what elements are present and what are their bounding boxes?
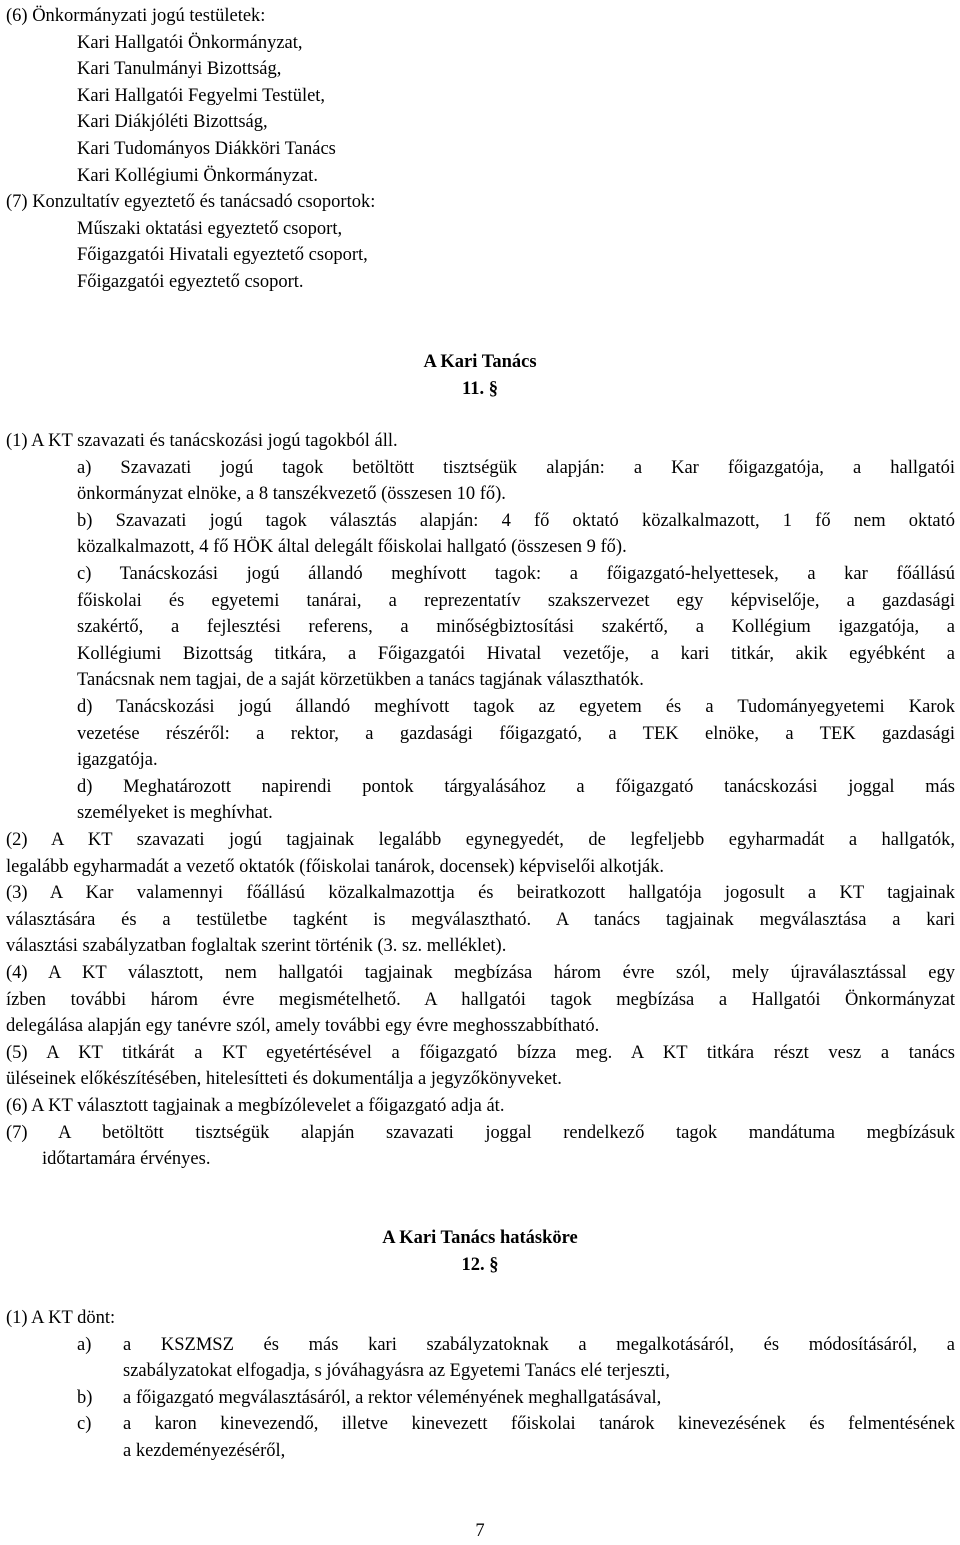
- text-line: (5) A KT titkárát a KT egyetértésével a főigazgató bízza meg. A KT titkára részt vesz a tanács: [6, 1042, 955, 1063]
- text-line: választási szabályzatban foglaltak szerint történik (3. sz. melléklet).: [6, 936, 507, 957]
- text-line: közalkalmazott, 4 fő HÖK által delegált főiskolai hallgató (összesen 9 fő).: [77, 537, 627, 558]
- text-line: a karon kinevezendő, illetve kinevezett főiskolai tanárok kinevezésének és felmentésének: [123, 1414, 955, 1435]
- s11-paragraph-7: [6, 1120, 955, 1147]
- text-line: (1) A KT szavazati és tanácskozási jogú tagokból áll.: [6, 431, 398, 451]
- list-7-items: [77, 216, 368, 296]
- s11-paragraph-4: [6, 960, 955, 1040]
- s12-item-c: [123, 1411, 955, 1464]
- text-line: (6) Önkormányzati jogú testületek:: [6, 6, 266, 26]
- s11-item-d2: [77, 774, 955, 827]
- text-line: üléseinek előkészítésében, hitelesítteti és dokumentálja a jegyzőkönyveket.: [6, 1069, 562, 1090]
- list-item: Főigazgatói egyeztető csoport.: [77, 271, 304, 292]
- s12-item-b-marker: [77, 1385, 92, 1412]
- text-line: szabályzatokat elfogadja, s jóváhagyásra az Egyetemi Tanács elé terjeszti,: [123, 1361, 670, 1382]
- list-item: Kari Tanulmányi Bizottság,: [77, 59, 282, 80]
- s11-paragraph-7-cont: [42, 1146, 210, 1173]
- s11-item-d1: [77, 694, 955, 774]
- text-line: a kezdeményezéséről,: [123, 1440, 286, 1461]
- text-line: c) Tanácskozási jogú állandó meghívott tagok: a főigazgató-helyettesek, a kar főállású: [77, 564, 955, 584]
- list-item: Kari Hallgatói Önkormányzat,: [77, 32, 303, 53]
- page-number: 7: [475, 1521, 485, 1541]
- section-12-heading: [0, 1225, 960, 1278]
- text-line: időtartamára érvényes.: [42, 1149, 211, 1170]
- s12-item-a: [123, 1332, 955, 1385]
- text-line: vezetése részéről: a rektor, a gazdasági főigazgató, a TEK elnöke, a TEK gazdasági: [77, 723, 955, 744]
- text-line: főiskolai és egyetemi tanárai, a reprezentatív szakszervezet egy képviselője, a gazdasági: [77, 590, 955, 611]
- s12-item-a-marker: [77, 1332, 91, 1359]
- text-line: (7) Konzultatív egyeztető és tanácsadó csoportok:: [6, 192, 376, 212]
- section-number: 11. §: [462, 378, 498, 399]
- list-item: Kari Diákjóléti Bizottság,: [77, 112, 268, 133]
- text-line: d) Meghatározott napirendi pontok tárgyalásához a főigazgató tanácskozási joggal más: [77, 776, 955, 797]
- text-line: delegálása alapján egy tanévre szól, amely további egy évre meghosszabbítható.: [6, 1016, 600, 1037]
- text-line: (2) A KT szavazati jogú tagjainak legalább egynegyedét, de legfeljebb egyharmadát a hallgatók,: [6, 830, 955, 850]
- text-line: Kollégiumi Bizottság titkára, a Főigazgatói Hivatal vezetője, a kari titkár, akik egyébként a: [77, 643, 955, 664]
- s11-item-b: [77, 508, 955, 561]
- s11-paragraph-6: [6, 1093, 504, 1120]
- list-marker: a): [77, 1334, 92, 1355]
- s11-paragraph-1: [6, 428, 398, 455]
- text-line: ízben további három évre megismételhető. A hallgatói tagok megbízása a Hallgatói Önkormányzat: [6, 989, 955, 1010]
- section-number: 12. §: [461, 1254, 499, 1275]
- text-line: (1) A KT dönt:: [6, 1308, 116, 1328]
- s11-item-c: [77, 561, 955, 694]
- text-line: a KSZMSZ és más kari szabályzatoknak a megalkotásáról, és módosításáról, a: [123, 1334, 955, 1355]
- section-title: A Kari Tanács hatásköre: [382, 1228, 578, 1248]
- text-line: b) Szavazati jogú tagok választás alapján: 4 fő oktató közalkalmazott, 1 fő nem oktató: [77, 510, 955, 531]
- text-line: személyeket is meghívhat.: [77, 803, 273, 824]
- list-item: Kari Kollégiumi Önkormányzat.: [77, 165, 318, 186]
- s11-paragraph-5: [6, 1040, 955, 1093]
- text-line: Tanácsnak nem tagjai, de a saját körzetükben a tanács tagjának választhatók.: [77, 670, 644, 691]
- text-line: (6) A KT választott tagjainak a megbízólevelet a főigazgató adja át.: [6, 1096, 505, 1116]
- text-line: (7) A betöltött tisztségük alapján szavazati joggal rendelkező tagok mandátuma megbízásuk: [6, 1122, 955, 1143]
- list-marker: c): [77, 1414, 92, 1435]
- list-item: Műszaki oktatási egyeztető csoport,: [77, 218, 343, 239]
- list-item: Kari Hallgatói Fegyelmi Testület,: [77, 85, 326, 106]
- list-marker: b): [77, 1387, 93, 1408]
- text-line: a) Szavazati jogú tagok betöltött tisztségük alapján: a Kar főigazgatója, a hallgatói: [77, 457, 955, 478]
- s11-paragraph-2: [6, 827, 955, 880]
- text-line: a főigazgató megválasztásáról, a rektor véleményének meghallgatásával,: [123, 1387, 662, 1408]
- paragraph-6-title: [6, 3, 265, 30]
- s11-item-a: [77, 455, 955, 508]
- text-line: igazgatója.: [77, 750, 158, 771]
- s12-item-c-marker: [77, 1411, 91, 1438]
- text-line: önkormányzat elnöke, a 8 tanszékvezető (összesen 10 fő).: [77, 484, 506, 505]
- text-line: legalább egyharmadát a vezető oktatók (főiskolai tanárok, docensek) képviselői alkotják.: [6, 856, 665, 877]
- list-item: Kari Tudományos Diákköri Tanács: [77, 138, 336, 159]
- paragraph-7-title: [6, 189, 375, 216]
- text-line: szakértő, a fejlesztési referens, a minőségbiztosítási szakértő, a Kollégium igazgatója, a: [77, 617, 955, 638]
- text-line: d) Tanácskozási jogú állandó meghívott tagok az egyetem és a Tudományegyetemi Karok: [77, 697, 955, 717]
- text-line: választására és a testületbe tagként is megválasztható. A tanács tagjainak megválasztása a kari: [6, 909, 955, 930]
- text-line: (4) A KT választott, nem hallgatói tagjainak megbízása három évre szól, mely újraválasztással egy: [6, 963, 955, 983]
- s12-paragraph-1: [6, 1305, 115, 1332]
- section-title: A Kari Tanács: [423, 352, 537, 372]
- list-item: Főigazgatói Hivatali egyeztető csoport,: [77, 245, 368, 266]
- section-11-heading: [0, 349, 960, 402]
- s12-item-b: [123, 1385, 661, 1412]
- list-6-items: [77, 30, 336, 190]
- text-line: (3) A Kar valamennyi főállású közalkalmazottja és beiratkozott hallgatója jogosult a KT tagjainak: [6, 883, 955, 904]
- s11-paragraph-3: [6, 880, 955, 960]
